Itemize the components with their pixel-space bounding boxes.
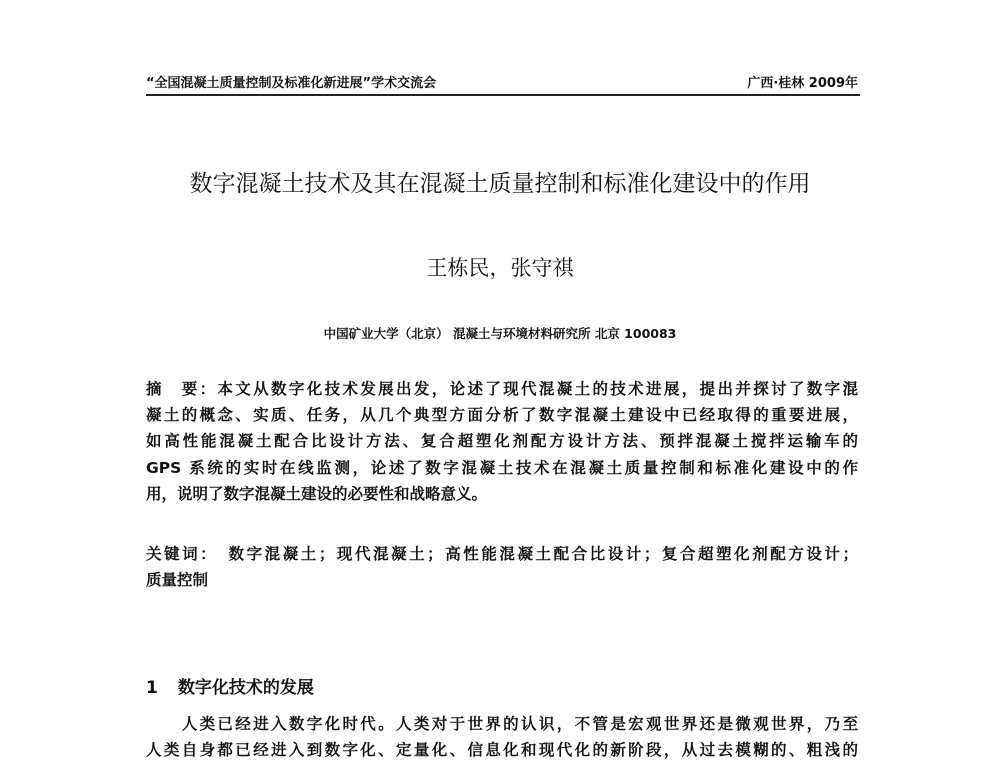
- abstract-line: 用，说明了数字混凝土建设的必要性和战略意义。: [146, 485, 488, 503]
- abstract-line: 凝土的概念、实质、任务，从几个典型方面分析了数字混凝土建设中已经取得的重要进展，: [146, 406, 858, 424]
- header-rule: [146, 94, 860, 96]
- section-title: 数字化技术的发展: [177, 678, 314, 698]
- keywords-line: 关键词： 数字混凝土；现代混凝土；高性能混凝土配合比设计；复合超塑化剂配方设计；: [146, 545, 858, 563]
- body-line: 人类已经进入数字化时代。人类对于世界的认识，不管是宏观世界还是微观世界，乃至: [146, 715, 858, 733]
- paper-title: 数字混凝土技术及其在混凝土质量控制和标准化建设中的作用: [189, 171, 811, 197]
- body-line: 人类自身都已经进入到数字化、定量化、信息化和现代化的新阶段，从过去模糊的、粗浅的: [146, 741, 858, 759]
- running-header-conference: “全国混凝土质量控制及标准化新进展”学术交流会: [146, 76, 437, 91]
- affiliation: 中国矿业大学（北京） 混凝土与环境材料研究所 北京 100083: [323, 326, 677, 341]
- abstract-line: 摘 要：本文从数字化技术发展出发，论述了现代混凝土的技术进展，提出并探讨了数字混: [146, 380, 858, 398]
- abstract-line: GPS 系统的实时在线监测，论述了数字混凝土技术在混凝土质量控制和标准化建设中的作: [146, 459, 858, 477]
- section-heading: [146, 673, 334, 698]
- keywords-line: 质量控制: [146, 571, 209, 589]
- running-header-location-year: 广西·桂林 2009年: [747, 76, 858, 91]
- section-number: 1: [146, 678, 158, 698]
- abstract-line: 如高性能混凝土配合比设计方法、复合超塑化剂配方设计方法、预拌混凝土搅拌运输车的: [146, 432, 858, 450]
- authors: 王栋民，张守祺: [426, 256, 574, 280]
